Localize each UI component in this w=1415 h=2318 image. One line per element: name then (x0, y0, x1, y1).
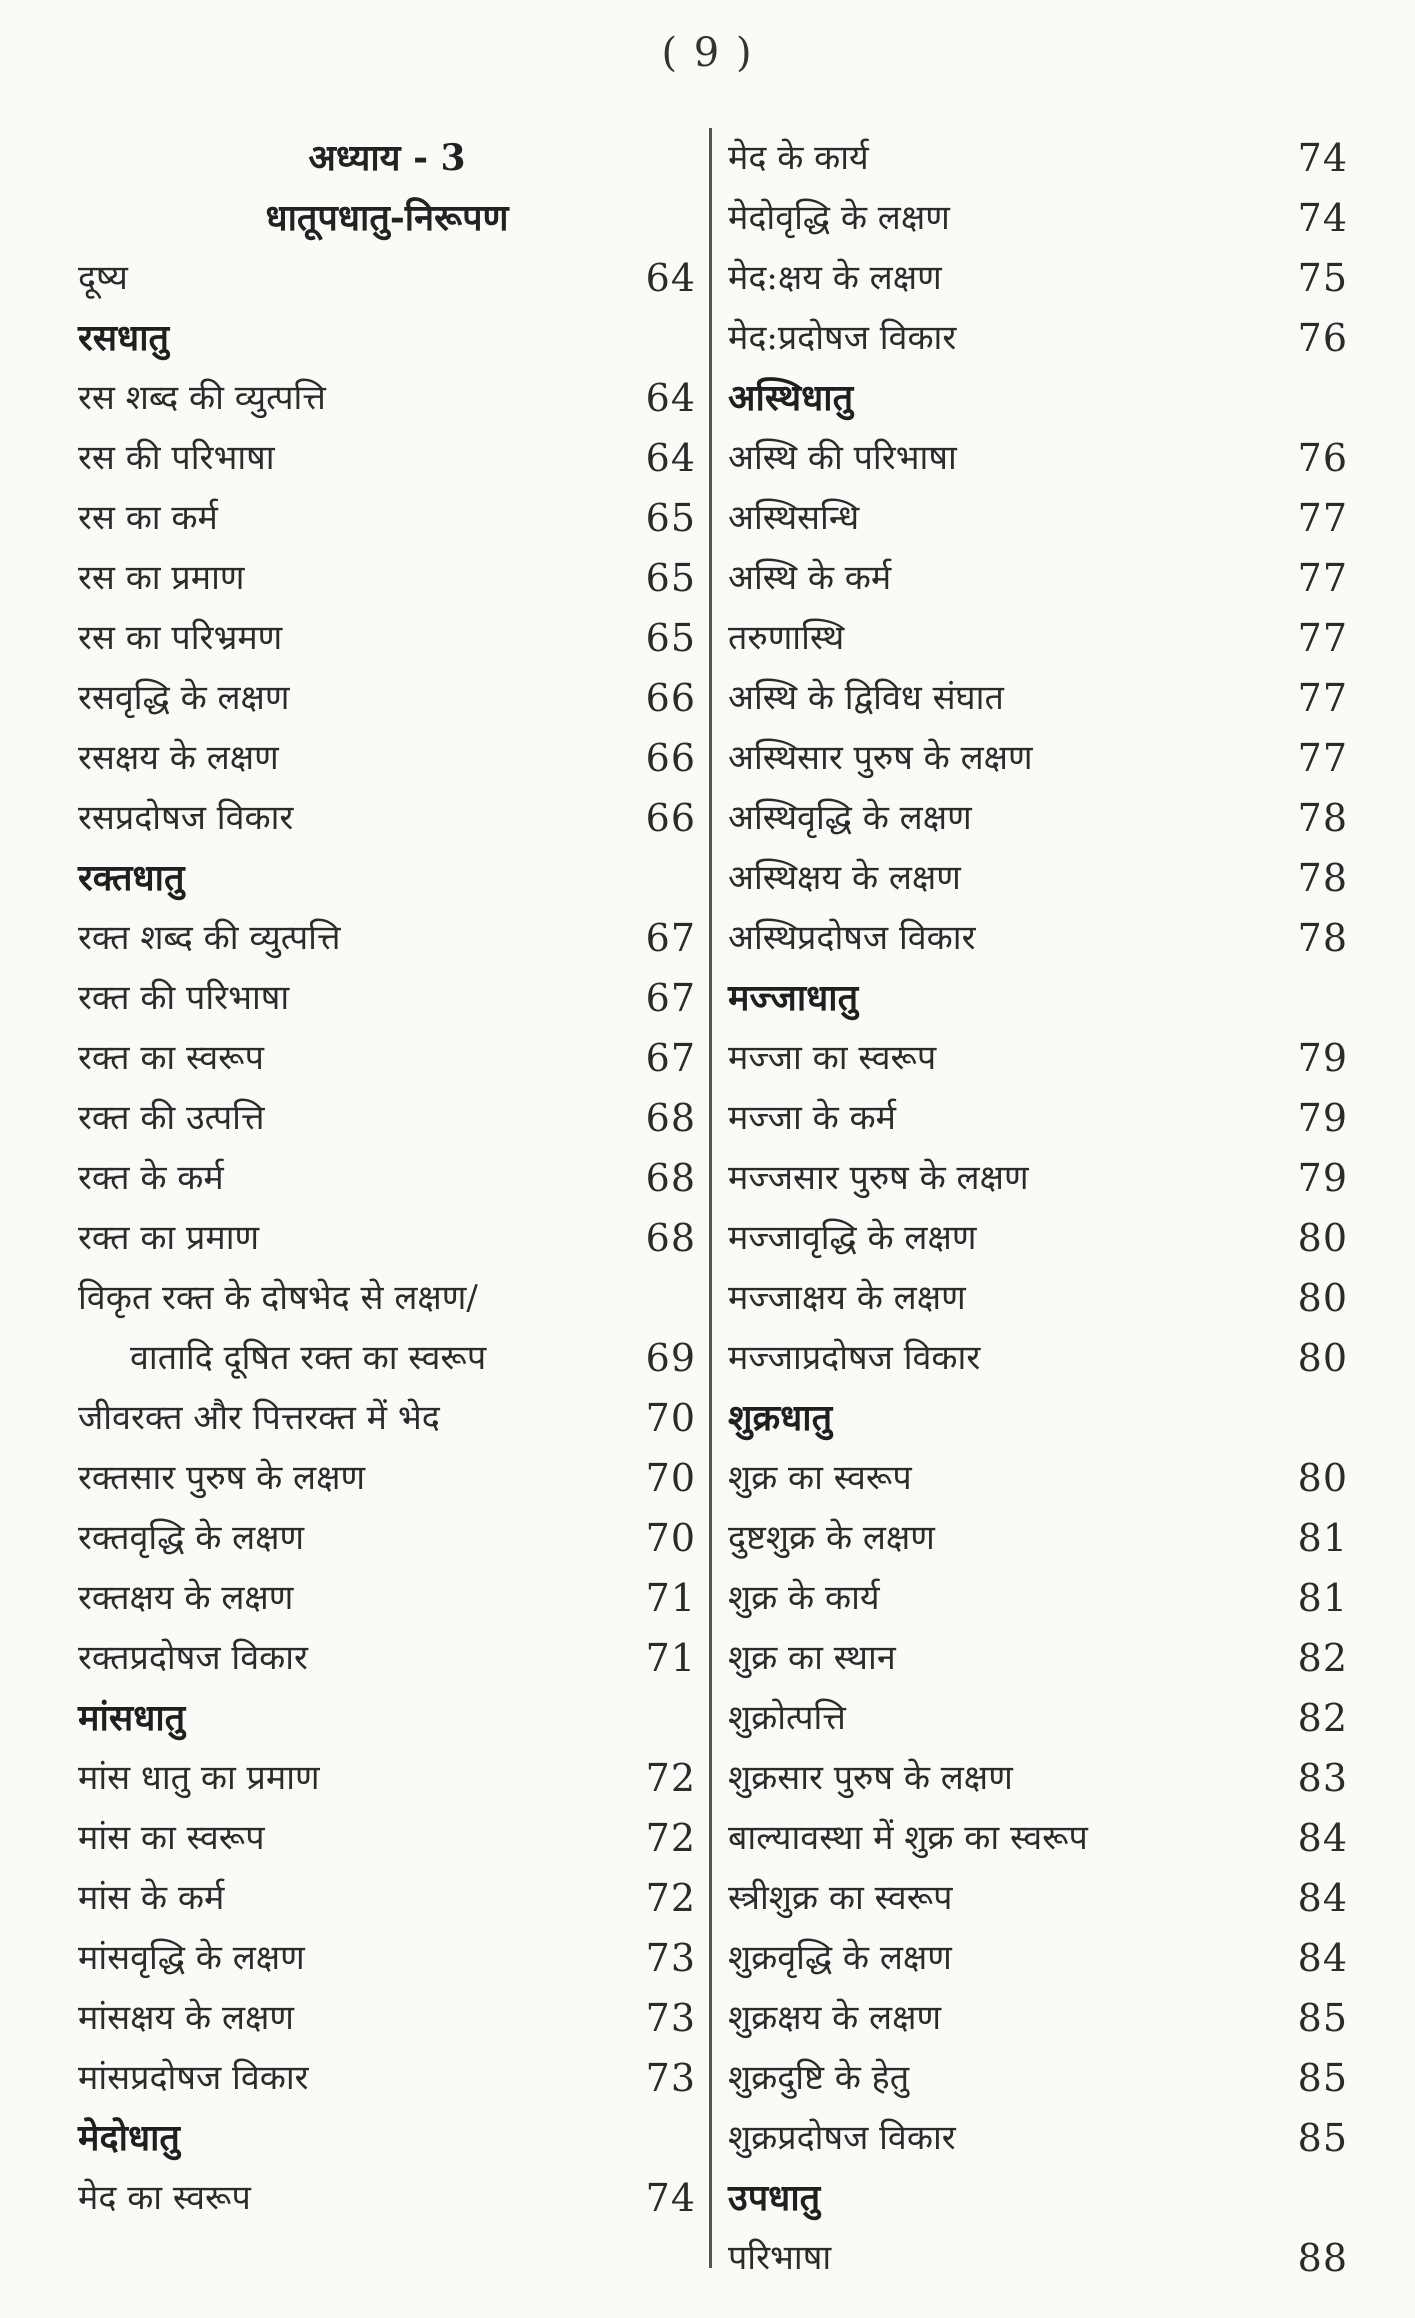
toc-label: रक्त की परिभाषा (78, 978, 290, 1018)
right-column (728, 128, 1348, 2288)
toc-page: 77 (1297, 676, 1348, 720)
section-heading-majja: मज्जाधातु (728, 977, 859, 1019)
toc-entry[interactable] (728, 488, 1348, 548)
toc-label: रस शब्द की व्युत्पत्ति (78, 378, 326, 418)
toc-label: मांस का स्वरूप (78, 1818, 265, 1858)
toc-entry[interactable] (78, 1748, 696, 1808)
toc-page: 73 (645, 1936, 696, 1980)
column-divider (709, 128, 712, 2268)
toc-label: रस का प्रमाण (78, 558, 245, 598)
toc-entry[interactable] (78, 248, 696, 308)
toc-label: मेदोवृद्धि के लक्षण (728, 198, 950, 238)
toc-label: मज्जाक्षय के लक्षण (728, 1278, 966, 1318)
toc-label: शुक्र का स्वरूप (728, 1458, 912, 1498)
toc-page: 77 (1297, 616, 1348, 660)
toc-page: 69 (645, 1336, 696, 1380)
toc-label: जीवरक्त और पित्तरक्त में भेद (78, 1398, 440, 1438)
toc-entry[interactable] (728, 128, 1348, 188)
toc-page: 68 (645, 1216, 696, 1260)
toc-page: 73 (645, 2056, 696, 2100)
toc-page: 79 (1297, 1156, 1348, 1200)
toc-label: मज्जा का स्वरूप (728, 1038, 937, 1078)
toc-entry[interactable] (78, 608, 696, 668)
toc-label: मज्जा के कर्म (728, 1098, 896, 1138)
toc-page: 65 (645, 556, 696, 600)
toc-entry[interactable] (728, 1208, 1348, 1268)
toc-page: 80 (1297, 1276, 1348, 1320)
toc-entry[interactable] (728, 1568, 1348, 1628)
toc-entry[interactable] (728, 1088, 1348, 1148)
meda-cont-list (728, 128, 1348, 368)
toc-page: 79 (1297, 1036, 1348, 1080)
toc-label: शुक्रदुष्टि के हेतु (728, 2058, 910, 2098)
toc-entry[interactable] (78, 1988, 696, 2048)
toc-page: 70 (645, 1396, 696, 1440)
toc-label: शुक्रवृद्धि के लक्षण (728, 1938, 952, 1978)
toc-page: 68 (645, 1156, 696, 1200)
toc-label: मज्जसार पुरुष के लक्षण (728, 1158, 1029, 1198)
asthi-list (728, 428, 1348, 968)
toc-label: रक्त का स्वरूप (78, 1038, 264, 1078)
toc-entry[interactable] (728, 1448, 1348, 1508)
toc-page: 76 (1297, 436, 1348, 480)
toc-label: मांस के कर्म (78, 1878, 225, 1918)
toc-label: रक्तवृद्धि के लक्षण (78, 1518, 305, 1558)
toc-label: बाल्यावस्था में शुक्र का स्वरूप (728, 1818, 1088, 1858)
toc-label: रक्तप्रदोषज विकार (78, 1638, 308, 1678)
toc-page: 67 (645, 916, 696, 960)
rakta-list (78, 908, 696, 1268)
toc-entry[interactable] (728, 1508, 1348, 1568)
toc-label: मेद:प्रदोषज विकार (728, 318, 957, 358)
toc-entry[interactable] (78, 1628, 696, 1688)
toc-entry[interactable] (728, 1328, 1348, 1388)
toc-page: 88 (1297, 2236, 1348, 2280)
toc-entry[interactable] (728, 908, 1348, 968)
toc-label: रक्त की उत्पत्ति (78, 1098, 265, 1138)
toc-page: 72 (645, 1816, 696, 1860)
toc-page: 78 (1297, 856, 1348, 900)
toc-page: 66 (645, 736, 696, 780)
toc-page: 85 (1297, 1996, 1348, 2040)
toc-page: 74 (1297, 196, 1348, 240)
toc-entry[interactable] (78, 368, 696, 428)
chapter-subtitle: धातूपधातु-निरूपण (265, 197, 509, 239)
toc-entry[interactable] (728, 1148, 1348, 1208)
toc-page: 84 (1297, 1876, 1348, 1920)
toc-label: अस्थिवृद्धि के लक्षण (728, 798, 972, 838)
toc-page: 70 (645, 1456, 696, 1500)
toc-page: 77 (1297, 496, 1348, 540)
toc-label: रक्त का प्रमाण (78, 1218, 260, 1258)
toc-entry[interactable] (78, 1028, 696, 1088)
toc-entry[interactable] (728, 308, 1348, 368)
toc-page: 81 (1297, 1576, 1348, 1620)
page-number: ( 9 ) (661, 30, 754, 76)
toc-label: अस्थिसन्धि (728, 498, 860, 538)
toc-entry[interactable] (78, 1388, 696, 1448)
toc-entry[interactable] (728, 668, 1348, 728)
section-heading-meda: मेदोधातु (78, 2117, 180, 2159)
toc-label: मज्जाप्रदोषज विकार (728, 1338, 981, 1378)
toc-page: 74 (645, 2176, 696, 2220)
toc-entry[interactable] (728, 2048, 1348, 2108)
toc-label: शुक्रप्रदोषज विकार (728, 2118, 956, 2158)
toc-label: तरुणास्थि (728, 618, 845, 658)
toc-entry[interactable] (728, 548, 1348, 608)
toc-entry[interactable] (728, 1988, 1348, 2048)
toc-page: 78 (1297, 916, 1348, 960)
toc-entry[interactable] (78, 668, 696, 728)
toc-entry[interactable] (728, 848, 1348, 908)
toc-label: परिभाषा (728, 2238, 832, 2278)
toc-entry[interactable] (78, 2168, 696, 2228)
toc-entry[interactable] (728, 608, 1348, 668)
toc-page: 84 (1297, 1936, 1348, 1980)
toc-label: दूष्य (78, 258, 128, 298)
toc-entry[interactable] (728, 1688, 1348, 1748)
toc-entry[interactable] (728, 1928, 1348, 1988)
toc-entry[interactable] (78, 1208, 696, 1268)
toc-label: अस्थि की परिभाषा (728, 438, 957, 478)
toc-entry[interactable] (728, 2108, 1348, 2168)
toc-label: रक्त के कर्म (78, 1158, 224, 1198)
toc-label: शुक्र का स्थान (728, 1638, 896, 1678)
toc-page: 66 (645, 796, 696, 840)
toc-label: अस्थिक्षय के लक्षण (728, 858, 961, 898)
toc-entry[interactable] (78, 1568, 696, 1628)
toc-entry[interactable] (728, 1808, 1348, 1868)
toc-entry[interactable] (78, 1808, 696, 1868)
toc-entry[interactable] (78, 788, 696, 848)
section-heading-rakta: रक्तधातु (78, 857, 185, 899)
toc-entry[interactable] (78, 548, 696, 608)
toc-page: 65 (645, 496, 696, 540)
toc-page: 78 (1297, 796, 1348, 840)
toc-entry[interactable] (78, 728, 696, 788)
toc-entry[interactable] (728, 188, 1348, 248)
toc-label: रसक्षय के लक्षण (78, 738, 279, 778)
toc-page: 83 (1297, 1756, 1348, 1800)
toc-page: 67 (645, 976, 696, 1020)
meda-list (78, 2168, 696, 2228)
toc-page: 84 (1297, 1816, 1348, 1860)
toc-entry[interactable] (78, 1328, 696, 1388)
toc-label: शुक्र के कार्य (728, 1578, 880, 1618)
toc-page: 71 (645, 1576, 696, 1620)
toc-label: मेद के कार्य (728, 138, 869, 178)
toc-label: रक्तसार पुरुष के लक्षण (78, 1458, 366, 1498)
mamsa-list (78, 1748, 696, 2108)
toc-page: 68 (645, 1096, 696, 1140)
toc-label: अस्थिप्रदोषज विकार (728, 918, 976, 958)
toc-entry[interactable] (728, 788, 1348, 848)
toc-label: रस का कर्म (78, 498, 218, 538)
rakta-list-2 (78, 1388, 696, 1688)
toc-label: रस का परिभ्रमण (78, 618, 283, 658)
toc-page: 64 (645, 256, 696, 300)
section-heading-mamsa: मांसधातु (78, 1697, 186, 1739)
toc-label: रसवृद्धि के लक्षण (78, 678, 290, 718)
toc-page: 82 (1297, 1696, 1348, 1740)
toc-page: 77 (1297, 736, 1348, 780)
toc-entry[interactable] (78, 1148, 696, 1208)
toc-label: रक्त शब्द की व्युत्पत्ति (78, 918, 341, 958)
toc-page: 80 (1297, 1216, 1348, 1260)
section-heading-upadhatu: उपधातु (728, 2177, 821, 2219)
toc-label: अस्थि के कर्म (728, 558, 892, 598)
toc-entry[interactable] (728, 248, 1348, 308)
toc-page: 80 (1297, 1336, 1348, 1380)
toc-label: अस्थिसार पुरुष के लक्षण (728, 738, 1033, 778)
toc-entry[interactable] (78, 1868, 696, 1928)
toc-page: 64 (645, 376, 696, 420)
toc-label: शुक्रसार पुरुष के लक्षण (728, 1758, 1013, 1798)
toc-entry[interactable] (78, 2048, 696, 2108)
upadhatu-list (728, 2228, 1348, 2288)
toc-page: 67 (645, 1036, 696, 1080)
toc-entry[interactable] (728, 1268, 1348, 1328)
section-heading-asthi: अस्थिधातु (728, 377, 854, 419)
toc-label: शुक्रक्षय के लक्षण (728, 1998, 942, 2038)
toc-entry[interactable] (78, 488, 696, 548)
toc-label: शुक्रोत्पत्ति (728, 1698, 846, 1738)
toc-label: रसप्रदोषज विकार (78, 798, 294, 838)
toc-page: 70 (645, 1516, 696, 1560)
toc-label: वातादि दूषित रक्त का स्वरूप (130, 1338, 487, 1378)
toc-page: 74 (1297, 136, 1348, 180)
toc-page: 65 (645, 616, 696, 660)
toc-entry[interactable] (728, 1868, 1348, 1928)
toc-page: 82 (1297, 1636, 1348, 1680)
toc-label: मांसवृद्धि के लक्षण (78, 1938, 305, 1978)
section-heading-shukra: शुक्रधातु (728, 1397, 833, 1439)
toc-entry[interactable] (78, 428, 696, 488)
toc-entry[interactable] (728, 728, 1348, 788)
toc-entry[interactable] (728, 428, 1348, 488)
toc-page: 76 (1297, 316, 1348, 360)
toc-label: दुष्टशुक्र के लक्षण (728, 1518, 935, 1558)
toc-entry-wrapped-line1[interactable]: विकृत रक्त के दोषभेद से लक्षण/ (78, 1278, 478, 1318)
toc-page: 72 (645, 1876, 696, 1920)
toc-page: 75 (1297, 256, 1348, 300)
toc-entry[interactable] (78, 908, 696, 968)
left-column (78, 128, 696, 2228)
toc-entry[interactable] (728, 1028, 1348, 1088)
toc-entry[interactable] (78, 1928, 696, 1988)
toc-label: अस्थि के द्विविध संघात (728, 678, 1004, 718)
toc-entry[interactable] (78, 1088, 696, 1148)
toc-page: 64 (645, 436, 696, 480)
toc-page: 71 (645, 1636, 696, 1680)
toc-page: 85 (1297, 2116, 1348, 2160)
toc-page: 85 (1297, 2056, 1348, 2100)
toc-label: रस की परिभाषा (78, 438, 275, 478)
toc-label: मज्जावृद्धि के लक्षण (728, 1218, 977, 1258)
section-heading-rasa: रसधातु (78, 317, 170, 359)
rasa-list (78, 368, 696, 848)
toc-entry[interactable] (78, 1448, 696, 1508)
toc-page: 73 (645, 1996, 696, 2040)
toc-label: मांसप्रदोषज विकार (78, 2058, 309, 2098)
toc-entry[interactable] (78, 968, 696, 1028)
toc-entry[interactable] (78, 1508, 696, 1568)
toc-label: मांस धातु का प्रमाण (78, 1758, 320, 1798)
toc-label: रक्तक्षय के लक्षण (78, 1578, 294, 1618)
shukra-list (728, 1448, 1348, 2168)
toc-page: 72 (645, 1756, 696, 1800)
toc-label: मेद:क्षय के लक्षण (728, 258, 942, 298)
toc-label: मेद का स्वरूप (78, 2178, 251, 2218)
toc-page: 81 (1297, 1516, 1348, 1560)
chapter-title: अध्याय - 3 (308, 137, 466, 179)
toc-page: 66 (645, 676, 696, 720)
majja-list (728, 1028, 1348, 1388)
toc-entry[interactable] (728, 1748, 1348, 1808)
toc-entry[interactable] (728, 2228, 1348, 2288)
toc-page: 79 (1297, 1096, 1348, 1140)
toc-label: मांसक्षय के लक्षण (78, 1998, 294, 2038)
toc-entry[interactable] (728, 1628, 1348, 1688)
toc-label: स्त्रीशुक्र का स्वरूप (728, 1878, 953, 1918)
toc-page: 80 (1297, 1456, 1348, 1500)
toc-page: 77 (1297, 556, 1348, 600)
